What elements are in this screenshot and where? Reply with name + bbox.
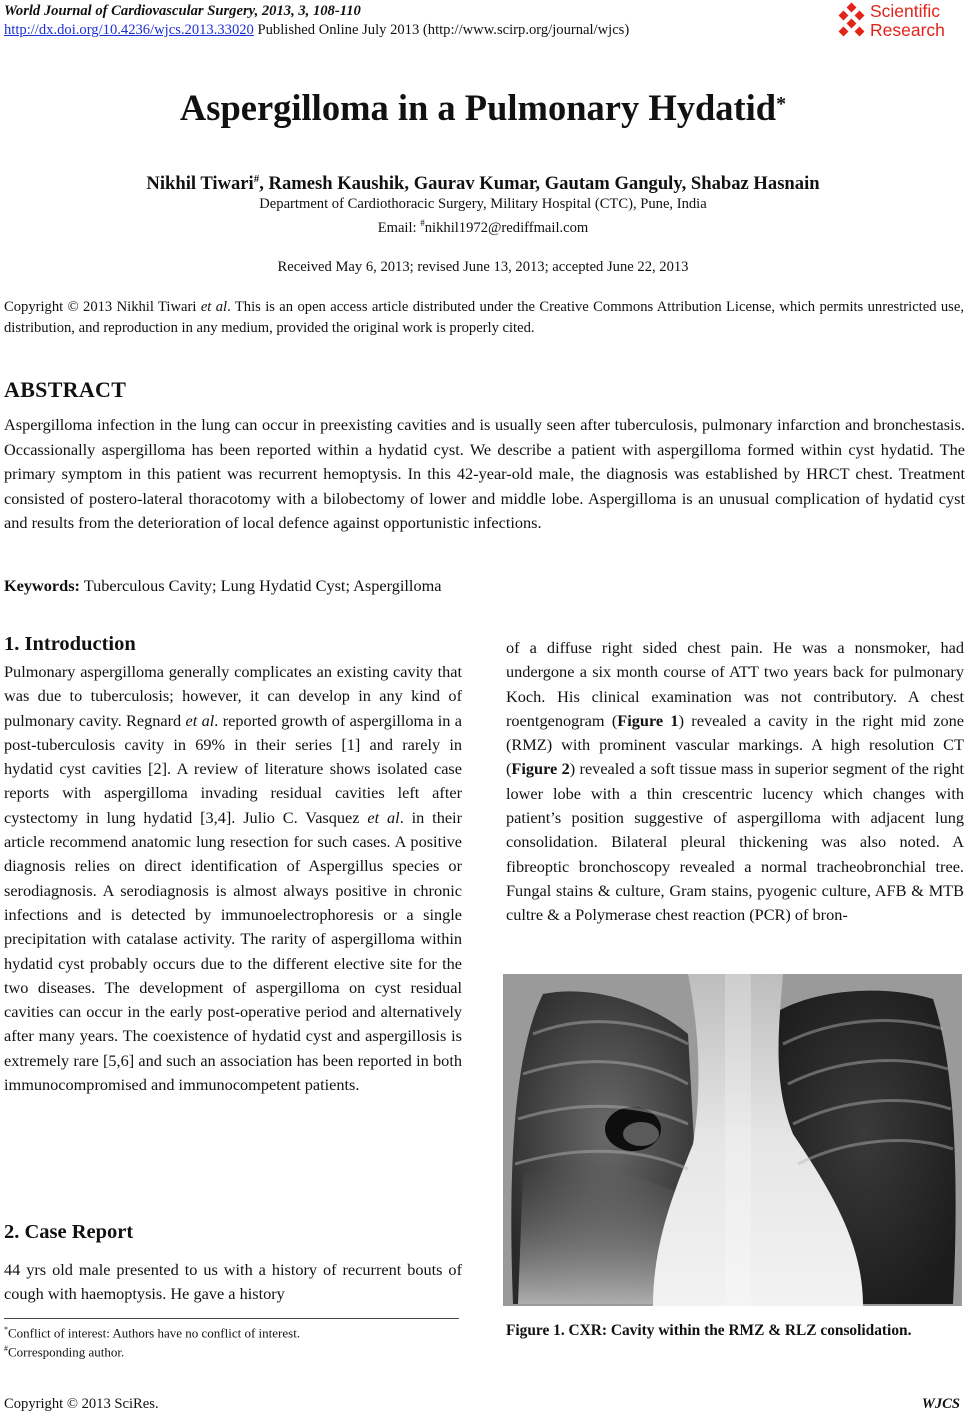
case-text-1: of a diffuse right sided chest pain. He was a nonsmoker, had undergone a six month course of ATT two years back for pulmonary Koch. His clinical examination was not contributory. A chest roentgenogram ( [506,638,964,730]
footer-copyright: Copyright © 2013 SciRes. [4,1396,159,1412]
journal-header [4,2,629,40]
section-heading-case-report: 2. Case Report [4,1221,134,1243]
case-report-paragraph-start: 44 yrs old male presented to us with a history of recurrent bouts of cough with haemoptysis. He gave a history [4,1260,462,1304]
corresponding-mark: # [253,173,260,185]
email-line [0,218,966,237]
author-list [0,173,966,195]
footnote-1-text: Conflict of interest: Authors have no conflict of interest. [8,1325,301,1341]
footnote-2-mark: # [4,1344,8,1353]
copyright-notice [4,297,964,339]
logo-icon [836,2,868,42]
first-author: Nikhil Tiwari [146,173,254,195]
case-text-2: ) revealed a cavity in the right mid zone (RMZ) with prominent vascular markings. A high resolution CT ( [506,710,964,779]
intro-text-1: Pulmonary aspergilloma generally complicates an existing cavity that was due to tuberculosis; however, it can develop in any kind of pulmonary cavity. Regnard [4,662,462,730]
section-heading-introduction: 1. Introduction [4,633,136,655]
copyright-post: . This is an open access article distributed under the Creative Commons Attribution License, which permits unrestricted use, distribution, and reproduction in any medium, provided the original work is properly cited. [4,299,964,336]
footer-journal-abbrev: WJCS [921,1396,960,1412]
journal-name: World Journal of Cardiovascular Surgery [4,3,255,19]
footnote-conflict [4,1325,300,1341]
intro-text-3: . in their article recommend anatomic lung resection for such cases. A positive diagnosis relies on direct identification of Aspergillus species or serodiagnosis. A serodiagnosis is almost always positive in chronic infections and is detected by immunoelectrophoresis or a single precipitation with catalase activity. The rarity of aspergilloma within hydatid cyst probably occurs due to the different elective site for the two diseases. The development of aspergilloma on cyst residual cavities can occur in the early post-operative period and alternatively after many years. The coexistence of hydatid cyst and aspergillosis is extremely rare [5,6] and such an association has been reported in both immunocompromised and immunocompetent patients. [4,807,463,1095]
email-address[interactable]: nikhil1972@rediffmail.com [424,219,589,236]
logo-text-line2: Research [870,20,945,40]
footnote-1-mark: * [4,1325,8,1334]
email-mark: # [420,218,425,228]
keywords-label: Keywords: [4,576,80,595]
introduction-paragraph [4,660,462,1097]
figure-1-caption: Figure 1. CXR: Cavity within the RMZ & RLZ consolidation. [506,1322,912,1339]
intro-etal-2: et al [367,807,400,827]
logo-text-line1: Scientific [870,1,941,21]
submission-dates: Received May 6, 2013; revised June 13, 2013; accepted June 22, 2013 [277,259,689,275]
keywords [4,576,441,596]
footnote-2-text: Corresponding author. [8,1344,125,1360]
scientific-research-logo [836,2,960,44]
affiliation: Department of Cardiothoracic Surgery, Military Hospital (CTC), Pune, India [259,196,707,212]
volume-info: , 2013, 3, 108-110 [254,3,361,19]
footnote-divider [4,1318,459,1319]
article-title [0,86,966,129]
doi-link[interactable]: http://dx.doi.org/10.4236/wjcs.2013.33020 [4,22,254,38]
case-report-continued [506,636,964,928]
published-info: Published Online July 2013 (http://www.scirp.org/journal/wjcs) [253,22,630,38]
copyright-pre: Copyright © 2013 Nikhil Tiwari [4,299,201,315]
email-label: Email: [377,219,421,236]
other-authors: , Ramesh Kaushik, Gaurav Kumar, Gautam Ganguly, Shabaz Hasnain [259,173,820,195]
abstract-heading: ABSTRACT [4,377,127,402]
intro-etal-1: et al [185,710,215,730]
chest-xray-figure [503,974,962,1306]
abstract-text: Aspergilloma infection in the lung can occur in preexisting cavities and is usually seen after tuberculosis, pulmonary infarction and bronchestasis. Occassionally aspergilloma has been reported within a hydatid cyst. We describe a patient with aspergilloma formed within cyst hydatid. The primary symptom in this patient was recurrent hemoptysis. In this 42-year-old male, the diagnosis was established by HRCT chest. Treatment consisted of postero-lateral thoracotomy with a bilobectomy of lower and middle lobe. Aspergilloma is an unusual complication of hydatid cyst and results from the deterioration of local defence against opportunistic infections. [4,415,965,533]
footnote-corresponding [4,1344,124,1360]
xray-image [503,974,962,1306]
copyright-etal: et al [200,299,228,315]
figure-1-reference[interactable]: Figure 1 [617,710,679,730]
keywords-list: Tuberculous Cavity; Lung Hydatid Cyst; Aspergilloma [79,576,442,595]
figure-2-reference[interactable]: Figure 2 [511,759,570,779]
title-footnote-mark: * [776,93,787,115]
case-text-3: ) revealed a soft tissue mass in superior segment of the right lower lobe with a thin crescentric lucency which changes with patient’s position suggestive of aspergilloma with adjacent lung consolidation. Bilateral pleural thickening was also noted. A fibreoptic bronchoscopy revealed a normal tracheobronchial tree. Fungal stains & culture, Gram stains, pyogenic culture, AFB & MTB cultre & a Polymerase chest reaction (PCR) of bron- [506,759,964,925]
intro-text-2: . reported growth of aspergilloma in a post-tuberculosis cavity in 69% in their series [1] and rarely in hydatid cyst cavities [2]. A review of literature shows isolated case reports with aspergilloma invading residual cavities left after cystectomy in lung hydatid [3,4]. Julio C. Vasquez [4,710,463,827]
title-text: Aspergilloma in a Pulmonary Hydatid [179,87,777,128]
